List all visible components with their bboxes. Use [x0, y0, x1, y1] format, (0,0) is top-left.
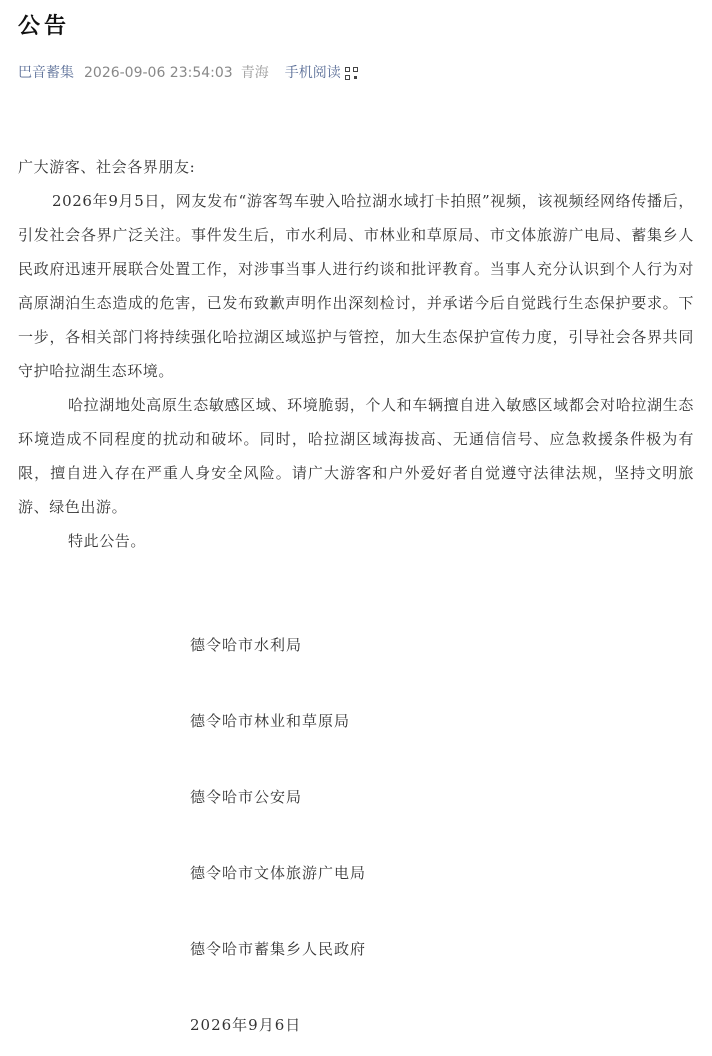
signatory-township-government: 德令哈市蓄集乡人民政府	[190, 940, 367, 958]
signatory-water-bureau: 德令哈市水利局	[190, 636, 303, 654]
page-title: 公告	[18, 14, 71, 39]
mobile-read-link[interactable]: 手机阅读	[284, 65, 341, 81]
article-body	[18, 150, 694, 558]
qr-code-icon[interactable]	[345, 67, 358, 80]
source-name[interactable]: 巴音蓄集	[18, 65, 74, 81]
signatory-culture-tourism-bureau: 德令哈市文体旅游广电局	[190, 864, 367, 882]
region-label: 青海	[240, 65, 269, 81]
signatory-police-bureau: 德令哈市公安局	[190, 788, 303, 806]
paragraph-1: 2026年9月5日，网友发布“游客驾车驶入哈拉湖水域打卡拍照”视频，该视频经网络传播后，引发社会各界广泛关注。事件发生后，市水利局、市林业和草原局、市文体旅游广电局、蓄集乡人民政府迅速开展联合处置工作，对涉事当事人进行约谈和批评教育。当事人充分认识到个人行为对高原湖泊生态造成的危害，已发布致歉声明作出深刻检讨，并承诺今后自觉践行生态保护要求。下一步，各相关部门将持续强化哈拉湖区域巡护与管控，加大生态保护宣传力度，引导社会各界共同守护哈拉湖生态环境。	[18, 192, 694, 380]
announcement-date: 2026年9月6日	[190, 1016, 302, 1034]
publish-time: 2026-09-06 23:54:03	[84, 65, 233, 81]
closing-text: 特此公告。	[68, 532, 147, 550]
greeting: 广大游客、社会各界朋友:	[18, 158, 196, 176]
signatory-forestry-bureau: 德令哈市林业和草原局	[190, 712, 351, 730]
paragraph-2: 哈拉湖地处高原生态敏感区域、环境脆弱，个人和车辆擅自进入敏感区域都会对哈拉湖生态环境造成不同程度的扰动和破坏。同时，哈拉湖区域海拔高、无通信信号、应急救援条件极为有限，擅自进入存在严重人身安全风险。请广大游客和户外爱好者自觉遵守法律法规，坚持文明旅游、绿色出游。	[18, 396, 694, 516]
article-meta	[18, 62, 358, 84]
